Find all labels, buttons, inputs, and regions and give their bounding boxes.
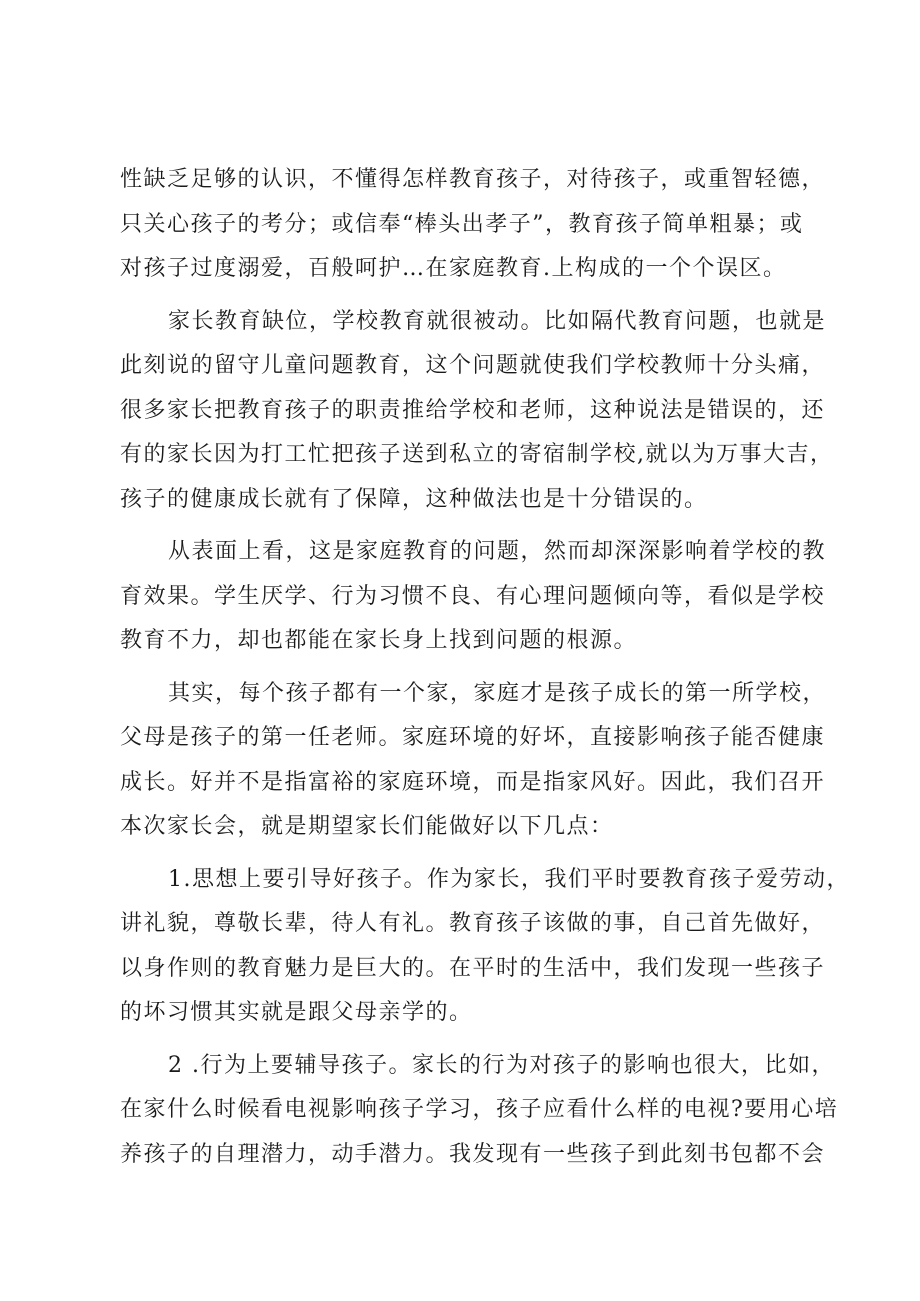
paragraph-misconceptions — [120, 158, 826, 292]
paragraph-surface-view — [120, 530, 827, 664]
text-line: 成长。好并不是指富裕的家庭环境，而是指家风好。因此，我们召开 — [120, 769, 826, 795]
text-line: 2 .行为上要辅导孩子。家长的行为对孩子的影响也很大，比如， — [168, 1052, 835, 1078]
text-line: 很多家长把教育孩子的职责推给学校和老师，这种说法是错误的，还 — [120, 397, 826, 423]
text-line: 家长教育缺位，学校教育就很被动。比如隔代教育问题，也就是 — [168, 308, 827, 334]
text-line: 对孩子过度溺爱，百般呵护…在家庭教育.上构成的一个个误区。 — [120, 256, 787, 281]
text-line: 以身作则的教育魅力是巨大的。在平时的生活中，我们发现一些孩子 — [120, 955, 826, 981]
text-line: 其实，每个孩子都有一个家，家庭才是孩子成长的第一所学校， — [168, 680, 827, 706]
text-line: 从表面上看，这是家庭教育的问题，然而却深深影响着学校的教 — [168, 539, 827, 564]
text-line: 在家什么时候看电视影响孩子学习，孩子应看什么样的电视?要用心培 — [120, 1097, 839, 1122]
text-line: 此刻说的留守儿童问题教育，这个问题就使我们学校教师十分头痛， — [120, 353, 826, 378]
paragraph-parent-absence — [120, 300, 834, 523]
text-line: 性缺乏足够的认识，不懂得怎样教育孩子，对待孩子，或重智轻德， — [120, 167, 826, 192]
text-line: 有的家长因为打工忙把孩子送到私立的寄宿制学校,就以为万事大吉， — [120, 442, 834, 467]
text-line: 讲礼貌，尊敬长辈，待人有礼。教育孩子该做的事，自己首先做好， — [120, 911, 826, 936]
paragraph-point-2 — [120, 1044, 839, 1178]
text-line: 本次家长会，就是期望家长们能做好以下几点： — [120, 814, 614, 839]
text-line: 育效果。学生厌学、行为习惯不良、有心理问题倾向等，看似是学校 — [120, 583, 826, 609]
text-line: 的坏习惯其实就是跟父母亲学的。 — [120, 1000, 473, 1025]
text-line: 养孩子的自理潜力，动手潜力。我发现有一些孩子到此刻书包都不会 — [120, 1141, 826, 1167]
paragraph-family-school — [120, 672, 827, 850]
document-body — [120, 158, 850, 1177]
text-line: 教育不力，却也都能在家长身上找到问题的根源。 — [120, 628, 638, 653]
text-line: 1.思想上要引导好孩子。作为家长，我们平时要教育孩子爱劳动， — [168, 866, 850, 892]
paragraph-point-1 — [120, 858, 850, 1036]
text-line: 只关心孩子的考分；或信奉“棒头出孝子”，教育孩子简单粗暴；或 — [120, 211, 804, 237]
text-line: 孩子的健康成长就有了保障，这种做法也是十分错误的。 — [120, 486, 708, 512]
text-line: 父母是孩子的第一任老师。家庭环境的好坏，直接影响孩子能否健康 — [120, 725, 826, 750]
